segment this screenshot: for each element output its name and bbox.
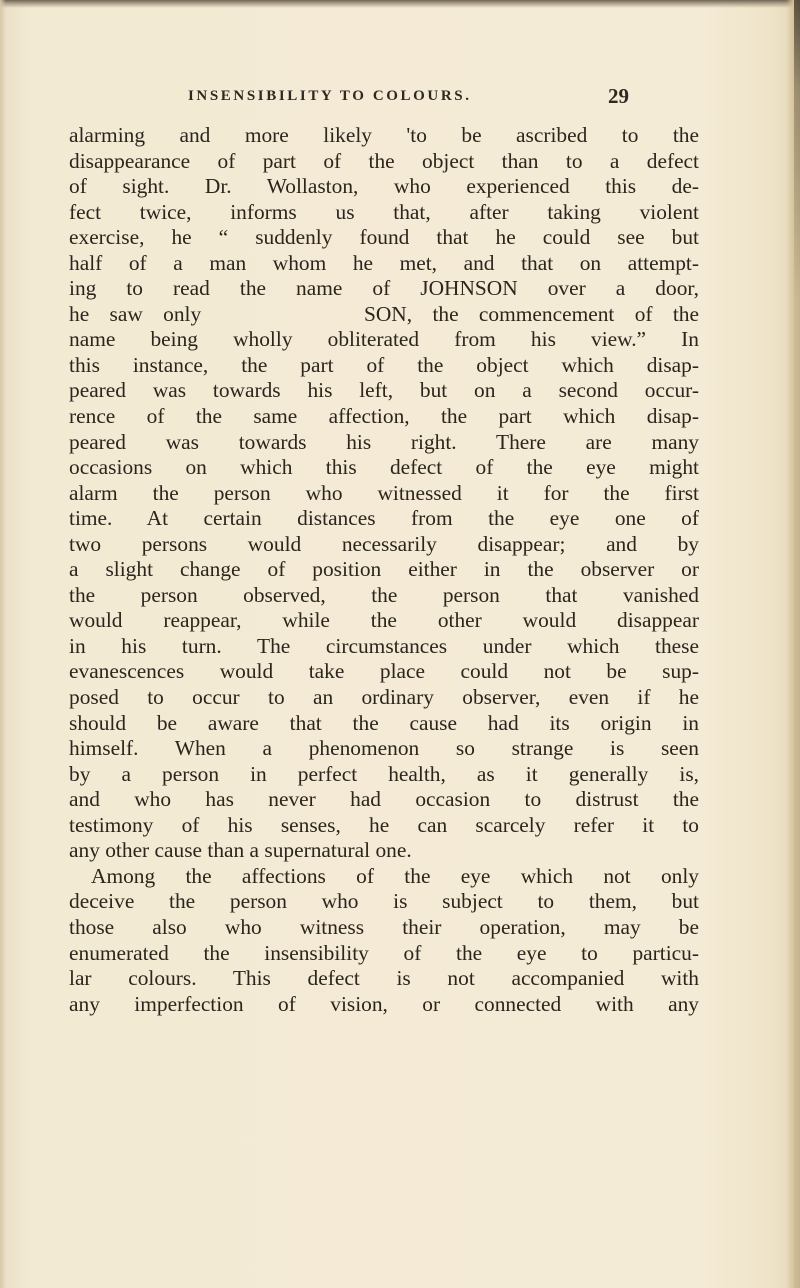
- text-line: and who has never had occasion to distrust the: [69, 787, 699, 812]
- page-number: 29: [608, 84, 629, 108]
- text-line: time. At certain distances from the eye one of: [69, 506, 699, 531]
- running-head-title: INSENSIBILITY TO COLOURS.: [188, 88, 472, 104]
- text-line: a slight change of position either in the observer or: [69, 557, 699, 582]
- text-line: any other cause than a supernatural one.: [69, 838, 412, 863]
- text-line: two persons would necessarily disappear; and by: [69, 531, 699, 556]
- text-line: ing to read the name of JOHNSON over a door,: [69, 276, 699, 301]
- text-line: evanescences would take place could not be sup-: [69, 659, 699, 684]
- text-line: by a person in perfect health, as it generally is,: [69, 761, 699, 786]
- text-line: he saw only SON, the commencement of the: [69, 301, 699, 326]
- text-line: peared was towards his right. There are many: [69, 429, 699, 454]
- text-line: any imperfection of vision, or connected with any: [69, 991, 699, 1016]
- text-line: should be aware that the cause had its origin in: [69, 710, 699, 735]
- running-head: [188, 86, 628, 112]
- text-line: name being wholly obliterated from his view.” In: [69, 327, 699, 352]
- body-text: [69, 123, 699, 1017]
- page-left-edge: [0, 0, 6, 1288]
- text-line: fect twice, informs us that, after taking violent: [69, 199, 699, 224]
- text-line: the person observed, the person that vanished: [69, 582, 699, 607]
- text-line: would reappear, while the other would disappear: [69, 608, 699, 633]
- text-line: occasions on which this defect of the eye might: [69, 455, 699, 480]
- text-line: peared was towards his left, but on a second occur-: [69, 378, 699, 403]
- text-line: those also who witness their operation, may be: [69, 914, 699, 939]
- text-line: of sight. Dr. Wollaston, who experienced this de-: [69, 174, 699, 199]
- text-line: enumerated the insensibility of the eye to particu-: [69, 940, 699, 965]
- text-line: exercise, he “ suddenly found that he could see but: [69, 225, 699, 250]
- text-line: half of a man whom he met, and that on attempt-: [69, 250, 699, 275]
- text-line: deceive the person who is subject to them, but: [69, 889, 699, 914]
- text-line: in his turn. The circumstances under which these: [69, 633, 699, 658]
- page-top-shadow: [0, 0, 800, 8]
- text-line: lar colours. This defect is not accompanied with: [69, 966, 699, 991]
- text-line: posed to occur to an ordinary observer, even if he: [69, 685, 699, 710]
- text-line: alarm the person who witnessed it for the first: [69, 480, 699, 505]
- text-line: Among the affections of the eye which not only: [91, 863, 699, 888]
- text-line: himself. When a phenomenon so strange is seen: [69, 736, 699, 761]
- text-line: testimony of his senses, he can scarcely refer it to: [69, 812, 699, 837]
- page-binding-shadow: [794, 0, 800, 1288]
- text-line: disappearance of part of the object than to a defect: [69, 148, 699, 173]
- text-line: alarming and more likely 'to be ascribed to the: [69, 123, 699, 147]
- text-line: rence of the same affection, the part which disap-: [69, 404, 699, 429]
- text-line: this instance, the part of the object which disap-: [69, 352, 699, 377]
